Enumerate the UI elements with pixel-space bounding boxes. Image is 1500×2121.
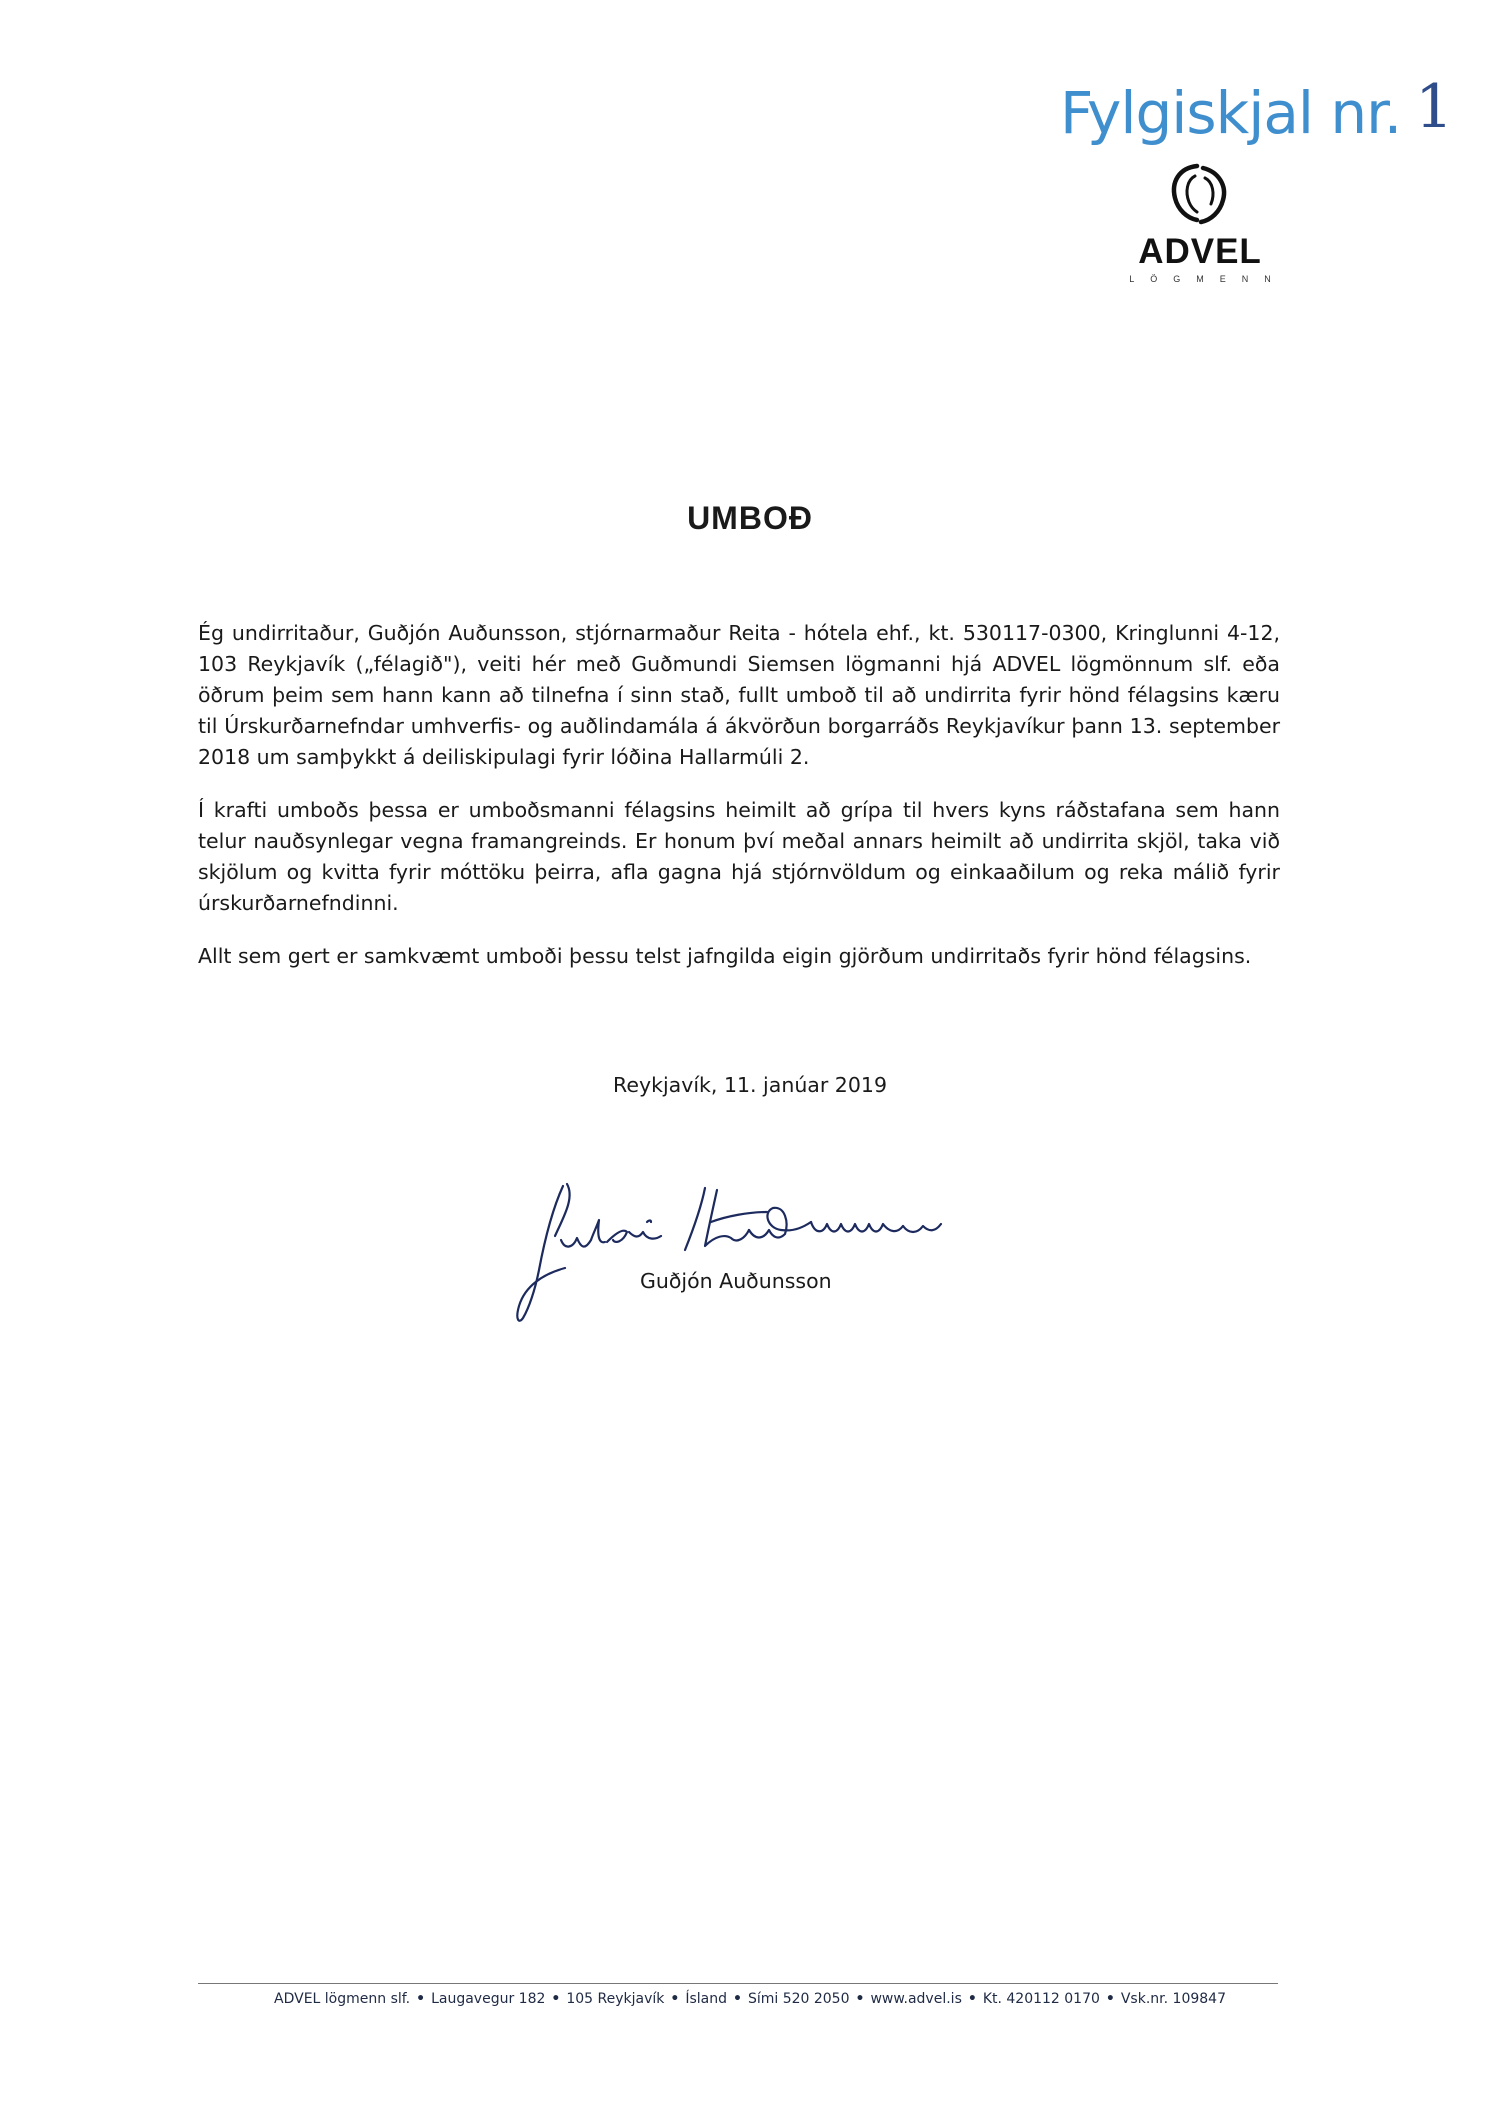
footer-separator: •	[967, 1991, 977, 2007]
footer-separator: •	[1105, 1991, 1115, 2007]
body-paragraph: Allt sem gert er samkvæmt umboði þessu telst jafngilda eigin gjörðum undirritaðs fyrir hönd félagsins.	[198, 944, 1252, 968]
annex-stamp	[1060, 72, 1453, 148]
document-body	[198, 618, 1280, 994]
body-paragraph: Ég undirritaður, Guðjón Auðunsson, stjórnarmaður Reita - hótela ehf., kt. 530117-0300, Kringlunni 4-12, 103 Reykjavík („félagið"), veiti hér með Guðmundi Siemsen lögmanni hjá ADVEL lögmönnum slf. eða öðrum þeim sem hann kann að tilnefna í sinn stað, fullt umboð til að undirrita fyrir hönd félagsins kæru til Úrskurðarnefndar umhverfis- og auðlindamála á ákvörðun borgarráðs Reykjavíkur þann 13. september 2018 um samþykkt á deiliskipulagi fyrir lóðina Hallarmúli 2.	[198, 621, 1280, 769]
footer-divider	[198, 1983, 1278, 1984]
handwritten-signature	[505, 1178, 985, 1328]
footer-separator: •	[551, 1991, 561, 2007]
annex-stamp-text: Fylgiskjal nr.	[1060, 79, 1402, 147]
advel-logo-mark-icon	[1165, 160, 1235, 228]
footer-vat-number: Vsk.nr. 109847	[1120, 1991, 1226, 2007]
footer-separator: •	[416, 1991, 426, 2007]
document-title: UMBOÐ	[687, 500, 813, 536]
letterhead-footer	[0, 1991, 1500, 2007]
footer-city: 105 Reykjavík	[566, 1991, 665, 2007]
footer-website: www.advel.is	[870, 1991, 962, 2007]
footer-separator: •	[855, 1991, 865, 2007]
advel-logo	[1110, 160, 1290, 284]
footer-separator: •	[670, 1991, 680, 2007]
annex-stamp-number: 1	[1415, 72, 1453, 142]
footer-company: ADVEL lögmenn slf.	[274, 1991, 411, 2007]
place-date: Reykjavík, 11. janúar 2019	[613, 1073, 887, 1097]
signatory-name: Guðjón Auðunsson	[640, 1269, 832, 1293]
footer-separator: •	[732, 1991, 742, 2007]
advel-logo-tagline: LÖGMENN	[1129, 274, 1287, 284]
footer-country: Ísland	[685, 1991, 727, 2007]
footer-street: Laugavegur 182	[431, 1991, 546, 2007]
body-paragraph: Í krafti umboðs þessa er umboðsmanni félagsins heimilt að grípa til hvers kyns ráðstafana sem hann telur nauðsynlegar vegna framangreinds. Er honum því meðal annars heimilt að undirrita skjöl, taka við skjölum og kvitta fyrir móttöku þeirra, afla gagna hjá stjórnvöldum og einkaaðilum og reka málið fyrir úrskurðarnefndinni.	[198, 798, 1280, 915]
advel-logo-name: ADVEL	[1138, 232, 1262, 271]
footer-phone: Sími 520 2050	[747, 1991, 850, 2007]
footer-company-id: Kt. 420112 0170	[982, 1991, 1100, 2007]
